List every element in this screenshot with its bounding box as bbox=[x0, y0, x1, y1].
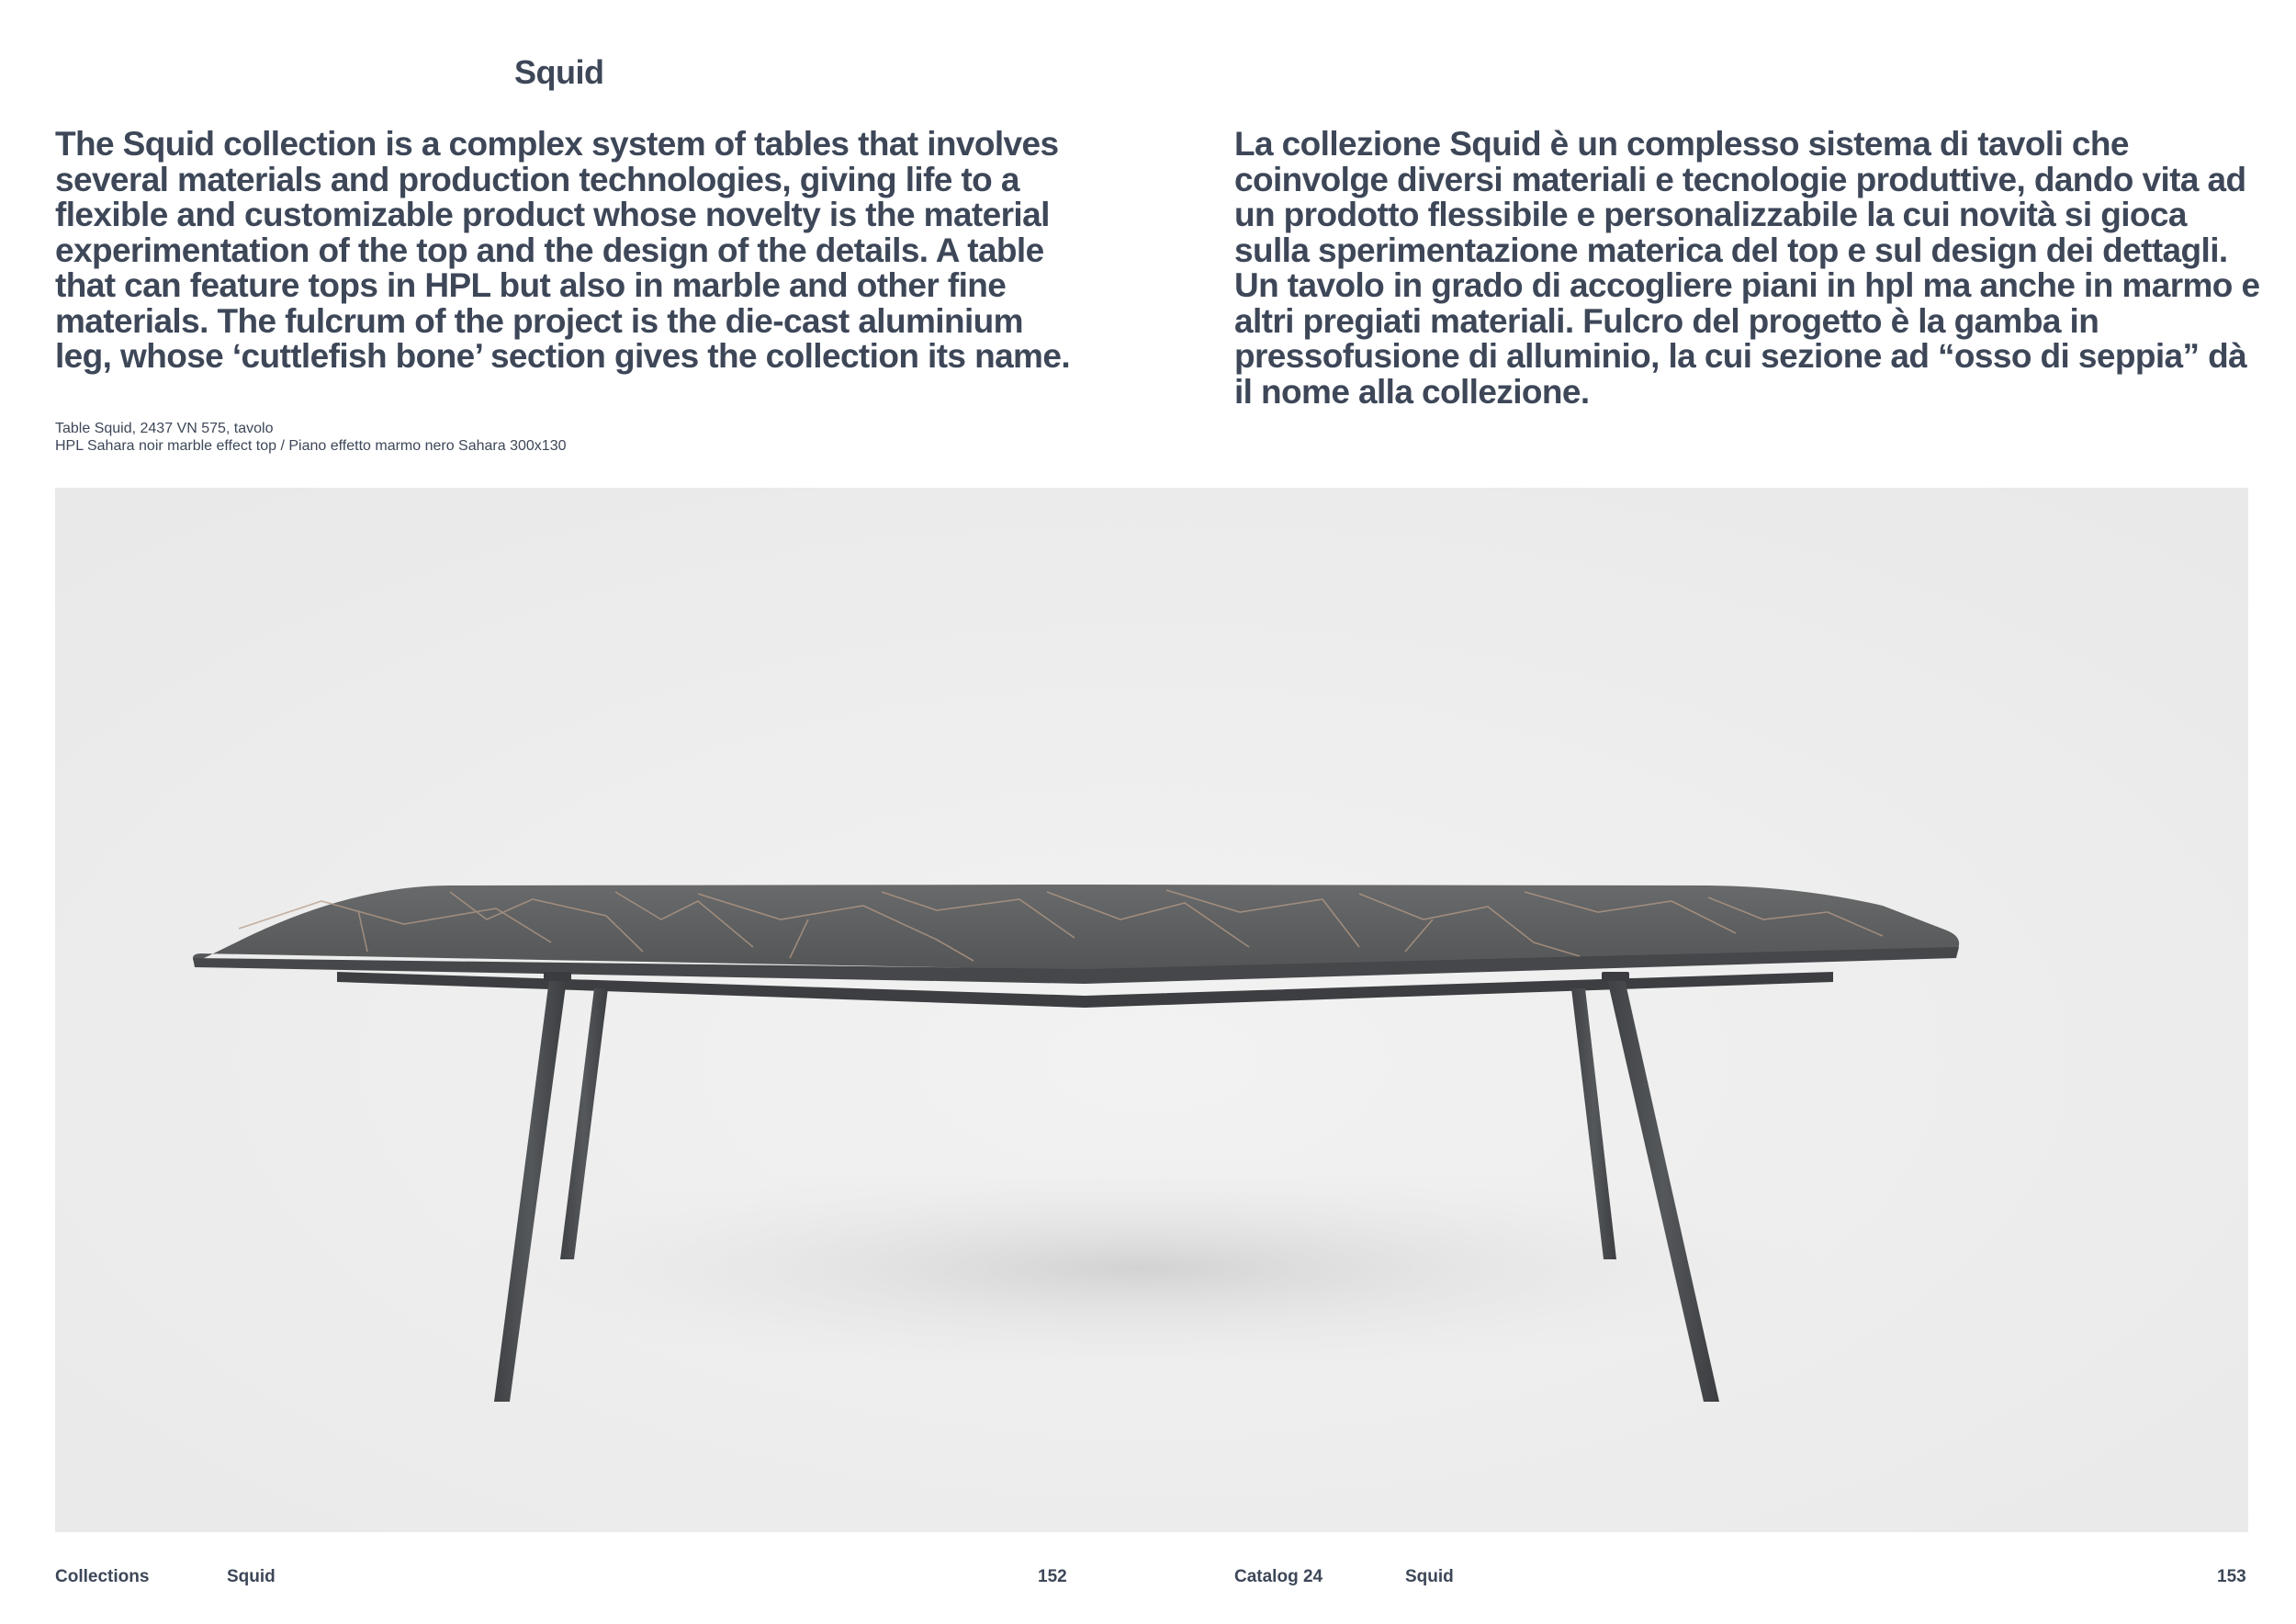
footer-right-name: Squid bbox=[1405, 1567, 1454, 1586]
intro-text-en: The Squid collection is a complex system of tables that involves several materials and production technologies, giving life to a flexible and customizable product whose novelty is the material experimentation of the top and the design of the details. A table that can feature tops in HPL but also in marble and other fine materials. The fulcrum of the project is the die-cast aluminium leg, whose ‘cuttlefish bone’ section gives the collection its name. bbox=[55, 125, 1071, 375]
footer-left-page-number: 152 bbox=[1038, 1567, 1067, 1586]
footer-left-name: Squid bbox=[227, 1567, 276, 1586]
caption-line-1: Table Squid, 2437 VN 575, tavolo bbox=[55, 421, 274, 436]
leg-bracket-right bbox=[1602, 972, 1629, 981]
table-shadow bbox=[422, 1158, 1855, 1379]
caption-line-2: HPL Sahara noir marble effect top / Piano effetto marmo nero Sahara 300x130 bbox=[55, 438, 567, 454]
photo-caption bbox=[55, 420, 566, 455]
leg-bracket-left bbox=[544, 972, 571, 981]
footer-right-page-number: 153 bbox=[2217, 1567, 2246, 1586]
footer-left-section: Collections bbox=[55, 1567, 150, 1586]
table-illustration bbox=[55, 488, 2248, 1532]
page-title: Squid bbox=[514, 53, 604, 91]
intro-text-it: La collezione Squid è un complesso sistema di tavoli che coinvolge diversi materiali e tecnologie produttive, dando vita ad un prodotto flessibile e personalizzabile la cui novità si gioca sulla sperimentazione materica del top e sul design dei dettagli. Un tavolo in grado di accogliere piani in hpl ma anche in marmo e altri pregiati materiali. Fulcro del progetto è la gamba in pressofusione di alluminio, la cui sezione ad “osso di seppia” dà il nome alla collezione. bbox=[1234, 125, 2260, 411]
footer-right-section: Catalog 24 bbox=[1234, 1567, 1323, 1586]
table-photo bbox=[55, 488, 2248, 1532]
